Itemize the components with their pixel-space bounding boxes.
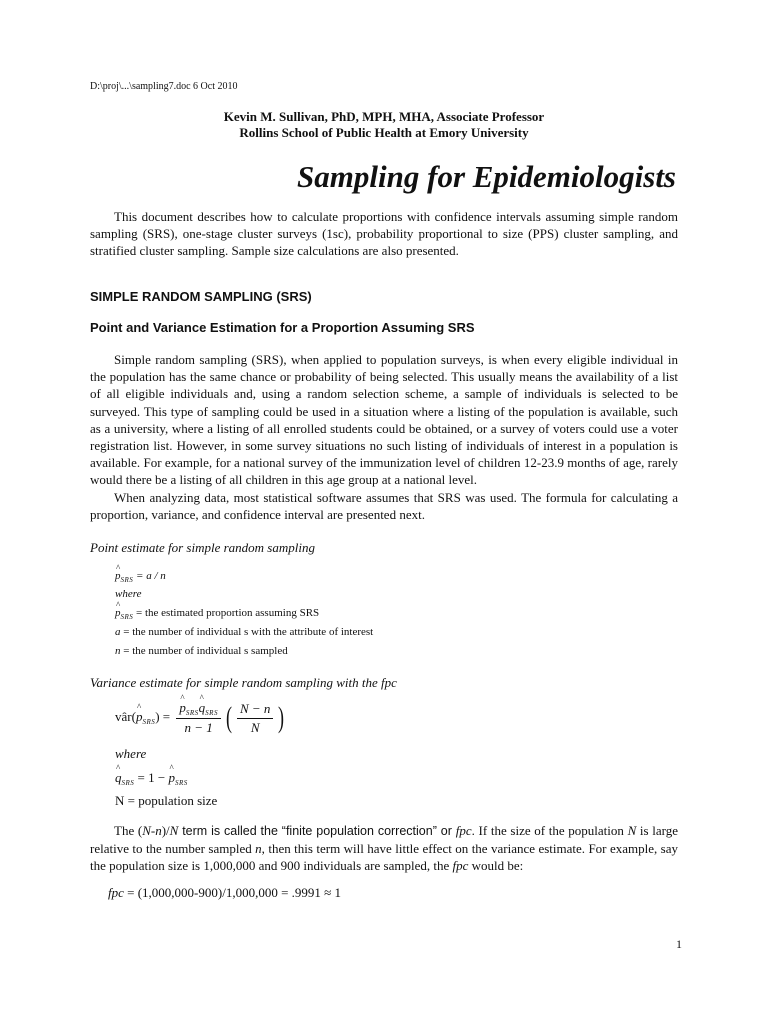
document-title: Sampling for Epidemiologists	[297, 159, 676, 194]
srs-paragraph	[90, 351, 678, 523]
fpc-fraction: $\frac{N - n}{N}$	[237, 701, 273, 736]
definition-n: n = the number of individual s sampled	[115, 645, 288, 657]
fpc-calculation: fpc = (1,000,000-900)/1,000,000 = .9991 ≈ 1	[108, 885, 342, 900]
where-label: where	[115, 746, 147, 761]
where-label: where	[115, 588, 142, 600]
subsection-heading: Point and Variance Estimation for a Proportion Assuming SRS	[90, 320, 475, 335]
definition-N: N = population size	[115, 793, 218, 808]
definition-q-hat: ^ $q_{SRS} = 1$ − ^ $p_{SRS}$	[115, 770, 188, 787]
variance-heading: Variance estimate for simple random sampling with the fpc	[90, 675, 397, 690]
file-path-header: D:\proj\...\sampling7.doc 6 Oct 2010	[90, 81, 238, 92]
intro-paragraph	[90, 208, 678, 260]
fpc-paragraph: The (N-n)/N term is called the “finite population correction” or fpc. If the size of the population N is large relative to the number sampled n, then this term will have little effect on the variance estimate. For example, say the population size is 1,000,000 and 900 individuals are sampled, the fpc would be:	[90, 823, 678, 874]
intro-text: This document describes how to calculate proportions with confidence intervals assuming simple random sampling (SRS), one-stage cluster surveys (1sc), probability proportional to size (PPS) cluster sampling, and stratified cluster sampling. Sample size calculations are also presented.	[90, 209, 678, 259]
definition-a: a = the number of individual s with the attribute of interest	[115, 626, 374, 638]
point-estimate-formula: ^ $p_{SRS} = a / n$	[115, 570, 166, 584]
page-number: 1	[676, 937, 682, 951]
author-affiliation: Rollins School of Public Health at Emory University	[239, 125, 529, 140]
srs-paragraph-2-text: When analyzing data, most statistical software assumes that SRS was used. The formula for calculating a proportion, variance, and confidence interval are presented next.	[90, 489, 678, 522]
variance-formula: vâr(^ $p_{SRS}$) = ^ $\frac{p_{SRS}\^{} q_{SRS}}{n - 1}$ ( $\frac{N - n}{N}$ )	[115, 700, 286, 736]
author-name: Kevin M. Sullivan, PhD, MPH, MHA, Associate Professor	[223, 109, 545, 124]
point-estimate-heading: Point estimate for simple random sampling	[90, 540, 315, 555]
section-heading: SIMPLE RANDOM SAMPLING (SRS)	[90, 289, 312, 304]
srs-paragraph-text: Simple random sampling (SRS), when applied to population surveys, is when every eligible individual in the population has the same chance or probability of being selected. This usually means the availability of a list of all eligible individuals and, using a random selection scheme, a sample of individuals is selected to be surveyed. This type of sampling could be used in a situation where a listing of the population is available, such as a university, where a listing of all enrolled students could be obtained, or a survey of voters could use a voter registration list. However, in some survey situations no such listing of individuals of interest in a population is available. For example, for a national survey of the immunization level of children 12-23.9 months of age, rarely would there be a listing of all children in this age group at a national level.	[90, 352, 678, 488]
definition-p-hat: ^ $p_{SRS}$ = the estimated proportion assuming SRS	[115, 607, 319, 621]
pq-fraction: ^ $\frac{p_{SRS}\^{} q_{SRS}}{n - 1}$	[176, 700, 221, 736]
